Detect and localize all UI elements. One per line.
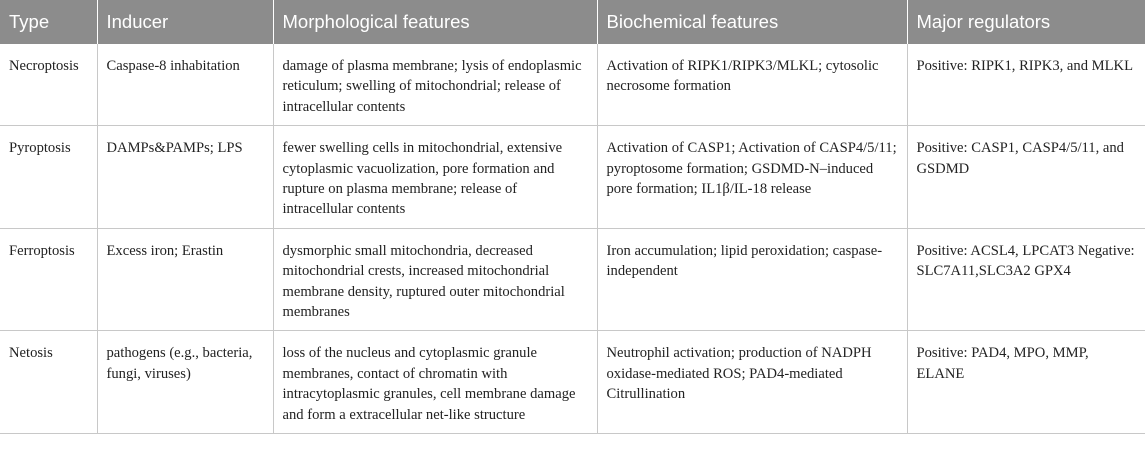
table-row bbox=[0, 228, 1145, 331]
cell-biochemical: Neutrophil activation; production of NADPH oxidase-mediated ROS; PAD4-mediated Citrullination bbox=[597, 331, 907, 434]
cell-regulators: Positive: ACSL4, LPCAT3 Negative: SLC7A11,SLC3A2 GPX4 bbox=[907, 228, 1145, 331]
cell-morphological: dysmorphic small mitochondria, decreased mitochondrial crests, increased mitochondrial membrane density, ruptured outer mitochondrial membranes bbox=[273, 228, 597, 331]
table-row bbox=[0, 44, 1145, 126]
table-body bbox=[0, 44, 1145, 434]
header-morphological: Morphological features bbox=[273, 0, 597, 44]
cell-inducer: pathogens (e.g., bacteria, fungi, viruses) bbox=[97, 331, 273, 434]
cell-morphological: loss of the nucleus and cytoplasmic granule membranes, contact of chromatin with intracytoplasmic granules, cell membrane damage and form a extracellular net-like structure bbox=[273, 331, 597, 434]
cell-biochemical: Iron accumulation; lipid peroxidation; caspase-independent bbox=[597, 228, 907, 331]
table-header bbox=[0, 0, 1145, 44]
header-row bbox=[0, 0, 1145, 44]
cell-biochemical: Activation of CASP1; Activation of CASP4/5/11; pyroptosome formation; GSDMD-N–induced pore formation; IL1β/IL-18 release bbox=[597, 126, 907, 229]
cell-inducer: DAMPs&PAMPs; LPS bbox=[97, 126, 273, 229]
cell-type: Ferroptosis bbox=[0, 228, 97, 331]
cell-regulators: Positive: RIPK1, RIPK3, and MLKL bbox=[907, 44, 1145, 126]
cell-type: Necroptosis bbox=[0, 44, 97, 126]
table-row bbox=[0, 331, 1145, 434]
cell-type: Netosis bbox=[0, 331, 97, 434]
cell-biochemical: Activation of RIPK1/RIPK3/MLKL; cytosolic necrosome formation bbox=[597, 44, 907, 126]
header-regulators: Major regulators bbox=[907, 0, 1145, 44]
table-row bbox=[0, 126, 1145, 229]
header-type: Type bbox=[0, 0, 97, 44]
cell-morphological: damage of plasma membrane; lysis of endoplasmic reticulum; swelling of mitochondrial; release of intracellular contents bbox=[273, 44, 597, 126]
cell-regulators: Positive: CASP1, CASP4/5/11, and GSDMD bbox=[907, 126, 1145, 229]
cell-regulators: Positive: PAD4, MPO, MMP, ELANE bbox=[907, 331, 1145, 434]
header-biochemical: Biochemical features bbox=[597, 0, 907, 44]
cell-inducer: Excess iron; Erastin bbox=[97, 228, 273, 331]
cell-type: Pyroptosis bbox=[0, 126, 97, 229]
cell-inducer: Caspase-8 inhabitation bbox=[97, 44, 273, 126]
header-inducer: Inducer bbox=[97, 0, 273, 44]
cell-morphological: fewer swelling cells in mitochondrial, extensive cytoplasmic vacuolization, pore formation and rupture on plasma membrane; release of intracellular contents bbox=[273, 126, 597, 229]
